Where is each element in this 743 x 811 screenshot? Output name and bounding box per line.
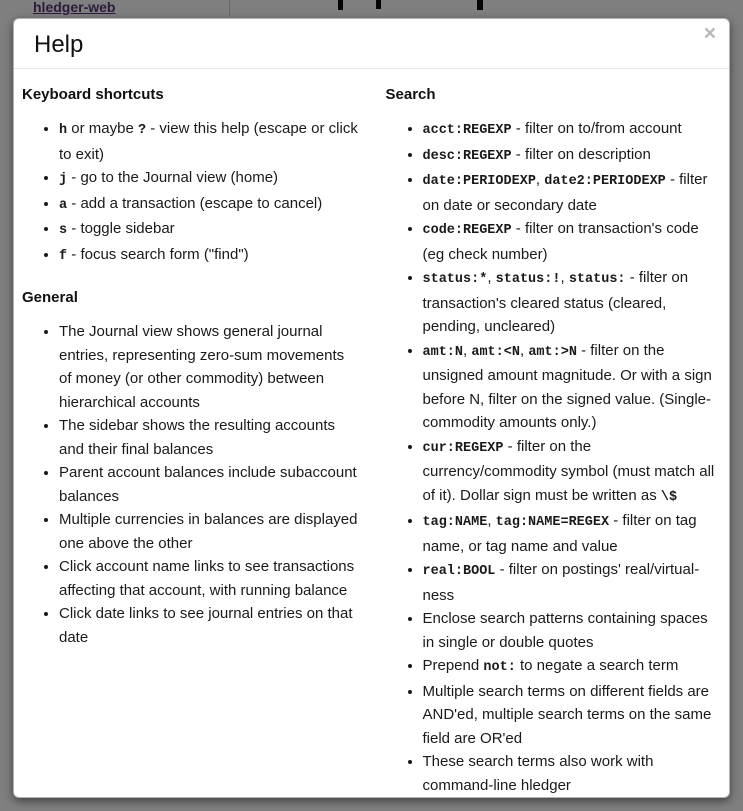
list-item: • desc:REGEXP - filter on description <box>423 143 722 169</box>
code-term: date:PERIODEXP <box>422 174 536 189</box>
section-keyboard-shortcuts <box>22 85 359 268</box>
list-item: • Click date links to see journal entries on that date <box>59 602 359 649</box>
section-heading: General <box>22 289 78 306</box>
modal-title: Help <box>34 31 84 58</box>
code-term: real:BOOL <box>422 564 496 579</box>
section-heading: Search <box>385 86 436 103</box>
code-term: j <box>59 172 68 187</box>
code-term: f <box>59 248 68 264</box>
list-item: • The Journal view shows general journal entries, representing zero-sum movements of money (or other commodity) between hierarchical accounts <box>59 320 359 414</box>
general-list <box>22 320 359 649</box>
code-term: amt:<N <box>471 344 520 360</box>
list-item: • Enclose search patterns containing spaces in single or double quotes <box>423 607 722 654</box>
code-term: date2:PERIODEXP <box>544 174 666 189</box>
list-item: • The sidebar shows the resulting accounts and their final balances <box>59 414 359 461</box>
list-item: • Parent account balances include subaccount balances <box>59 461 359 508</box>
list-item: • These search terms also work with command-line hledger <box>423 750 722 797</box>
help-column-left <box>14 85 372 798</box>
code-term: not: <box>483 660 516 675</box>
list-item: • j - go to the Journal view (home) <box>59 166 359 192</box>
modal-body <box>14 69 729 798</box>
list-item: • a - add a transaction (escape to cancel) <box>59 192 359 218</box>
code-term: s <box>59 223 68 238</box>
code-term: acct:REGEXP <box>422 123 512 138</box>
help-modal <box>13 18 730 798</box>
code-term: cur:REGEXP <box>422 440 504 456</box>
code-term: amt:N <box>422 344 464 360</box>
help-column-right <box>372 85 730 798</box>
code-term: \$ <box>660 489 678 505</box>
code-term: ? <box>137 123 147 138</box>
list-item: • Multiple currencies in balances are displayed one above the other <box>59 508 359 555</box>
list-item: • Click account name links to see transactions affecting that account, with running balance <box>59 555 359 602</box>
code-term: status: <box>568 272 626 287</box>
code-term: status:! <box>495 272 561 287</box>
list-item: • tag:NAME, tag:NAME=REGEX - filter on tag name, or tag name and value <box>423 509 722 558</box>
list-item: • Multiple search terms on different fields are AND'ed, multiple search terms on the same field are OR'ed <box>423 680 722 751</box>
list-item: • real:BOOL - filter on postings' real/virtual-ness <box>423 558 722 607</box>
modal-header <box>14 19 729 69</box>
code-term: tag:NAME <box>422 515 488 530</box>
section-search <box>386 85 722 797</box>
list-item: • acct:REGEXP - filter on to/from account <box>423 117 722 143</box>
code-term: code:REGEXP <box>422 223 512 238</box>
list-item: • amt:N, amt:<N, amt:>N - filter on the unsigned amount magnitude. Or with a sign before N, filter on the signed value. (Single-commodity amounts only.) <box>423 339 722 435</box>
list-item: • f - focus search form ("find") <box>59 243 359 269</box>
list-item: • Prepend not: to negate a search term <box>423 654 722 680</box>
section-general <box>22 288 359 649</box>
code-term: a <box>59 197 68 213</box>
code-term: status:* <box>422 272 488 287</box>
list-item: • date:PERIODEXP, date2:PERIODEXP - filter on date or secondary date <box>423 168 722 217</box>
list-item: • status:*, status:!, status: - filter on transaction's cleared status (cleared, pending, uncleared) <box>423 266 722 339</box>
code-term: amt:>N <box>528 344 577 360</box>
list-item: • s - toggle sidebar <box>59 217 359 243</box>
code-term: desc:REGEXP <box>422 148 512 164</box>
list-item: • cur:REGEXP - filter on the currency/commodity symbol (must match all of it). Dollar sign must be written as \$ <box>423 435 722 510</box>
section-heading: Keyboard shortcuts <box>22 86 164 103</box>
list-item: • h or maybe ? - view this help (escape or click to exit) <box>59 117 359 166</box>
list-item: • code:REGEXP - filter on transaction's code (eg check number) <box>423 217 722 266</box>
code-term: h <box>59 123 68 138</box>
code-term: tag:NAME=REGEX <box>495 515 610 530</box>
search-list <box>386 117 722 797</box>
close-icon[interactable]: × <box>703 22 716 45</box>
keyboard-shortcuts-list <box>22 117 359 268</box>
